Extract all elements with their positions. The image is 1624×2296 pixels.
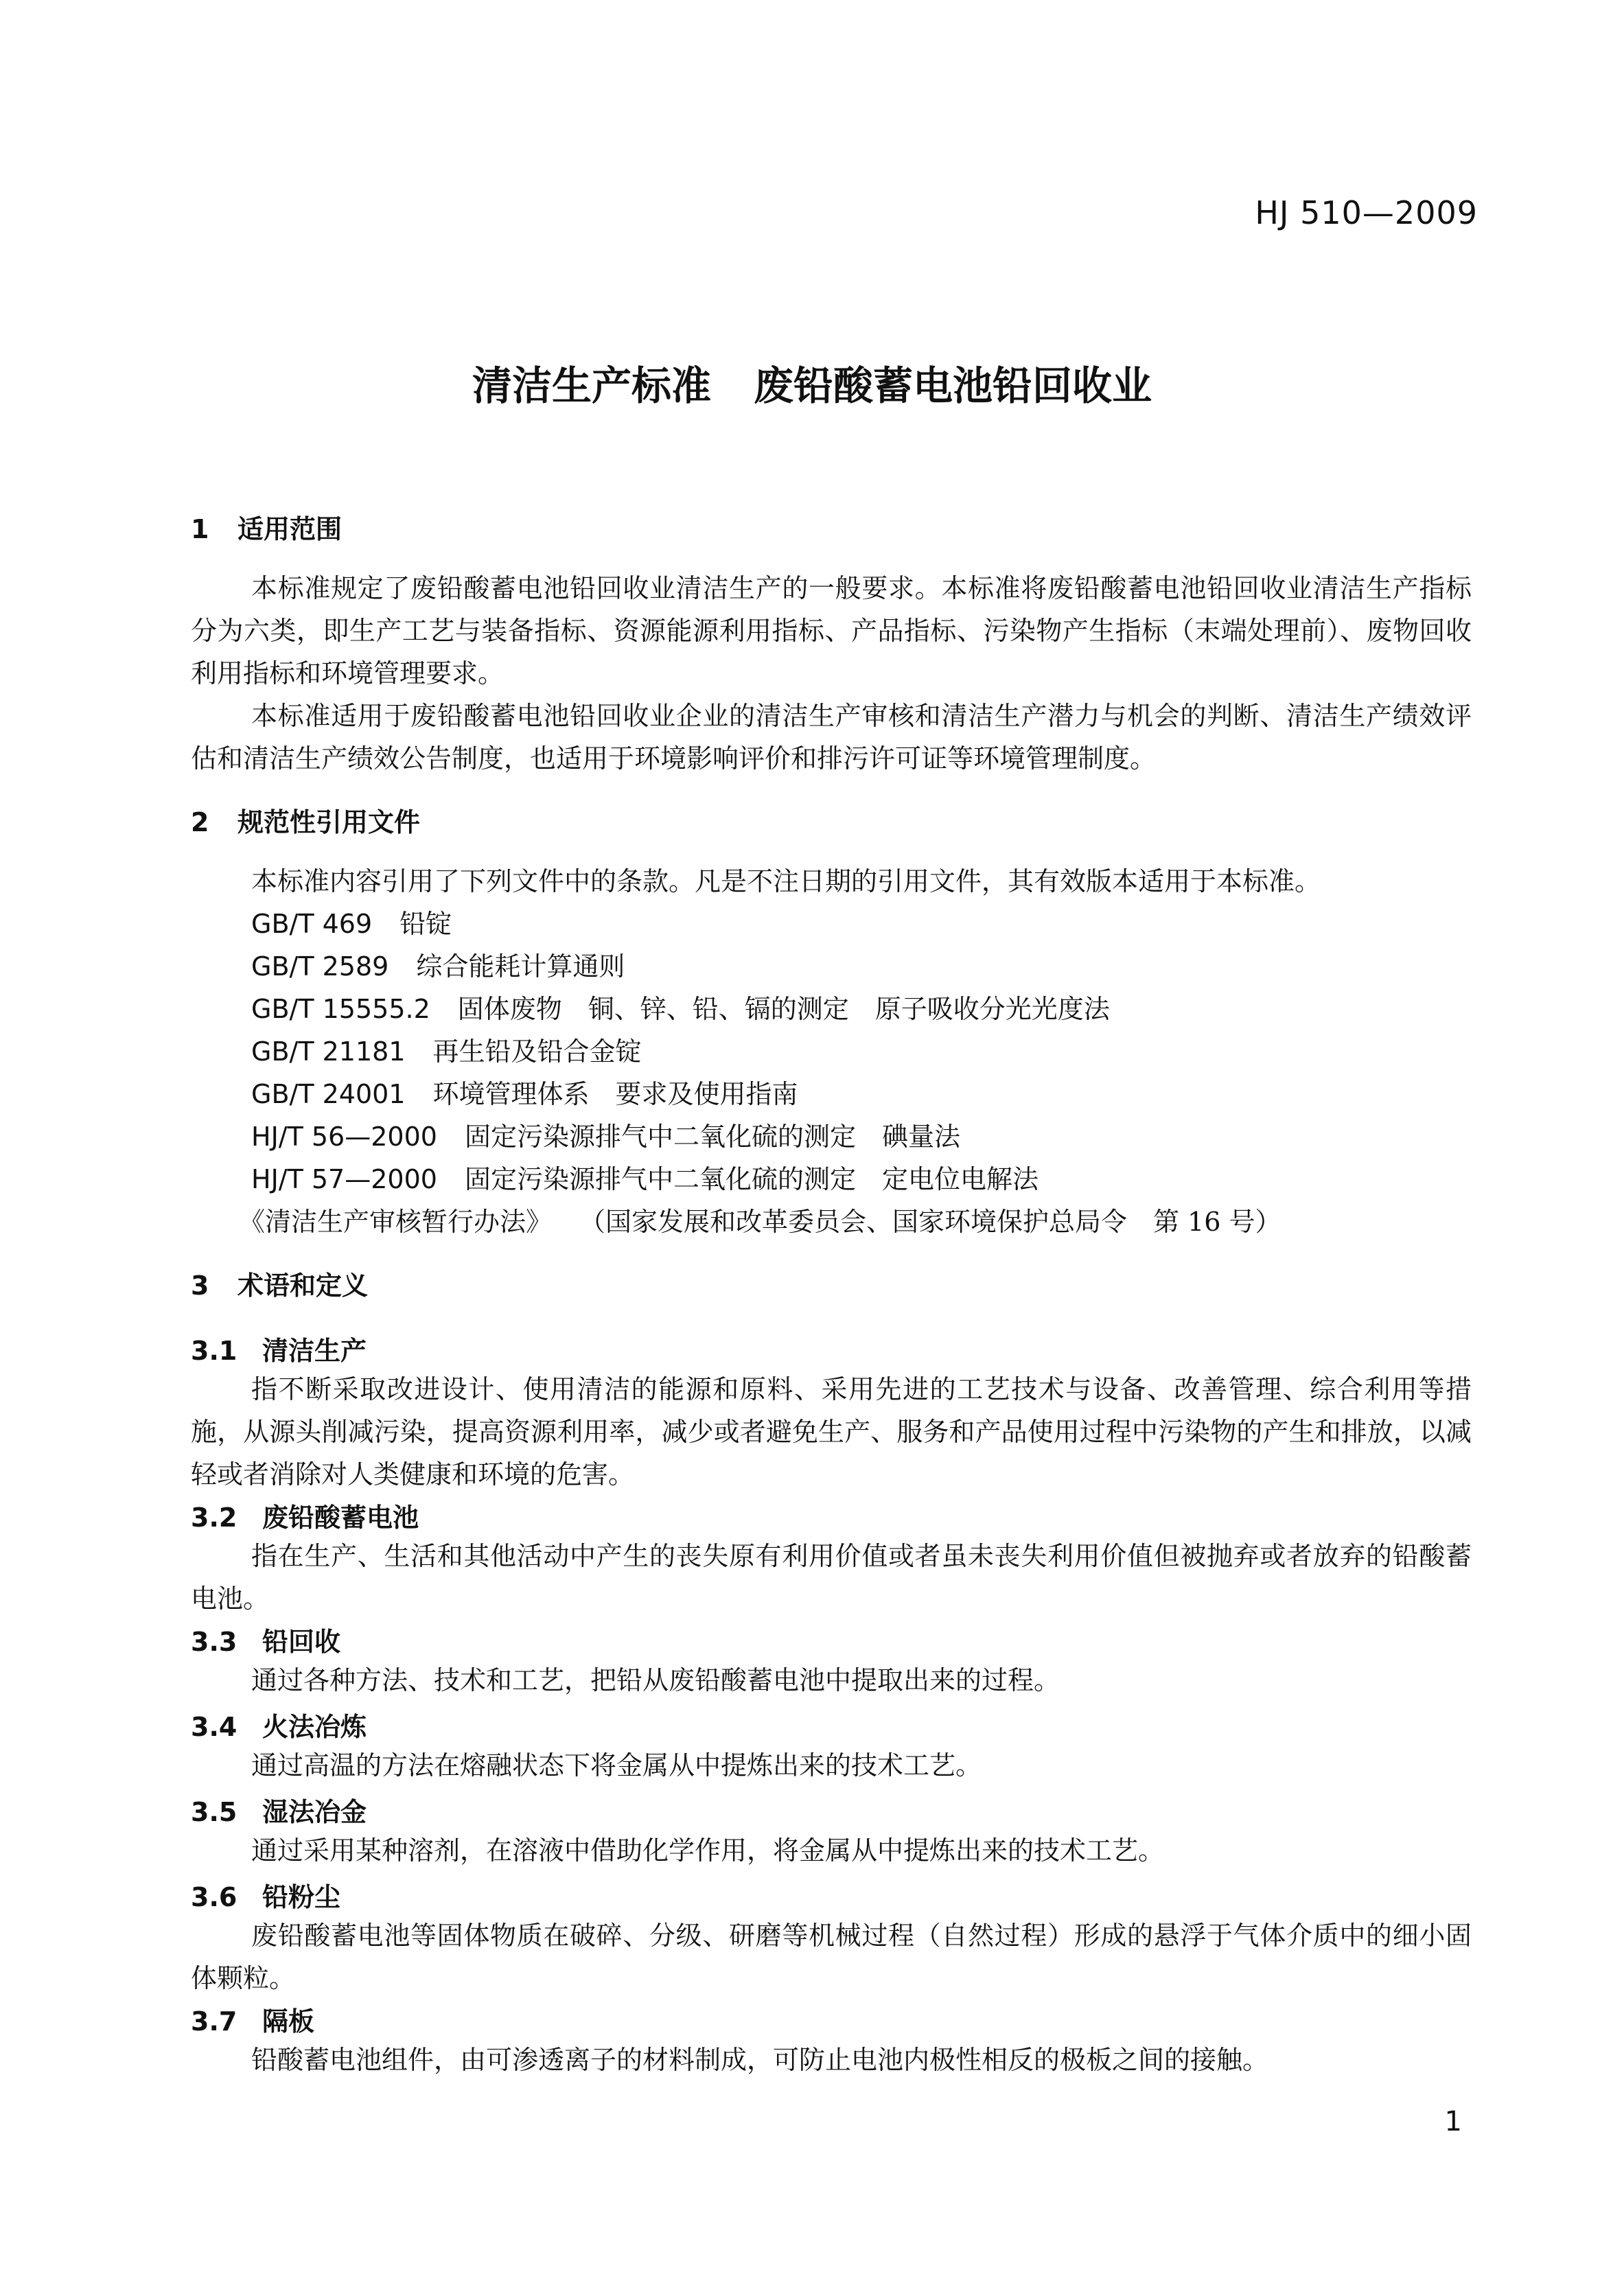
term-definition: 通过高温的方法在熔融状态下将金属从中提炼出来的技术工艺。	[251, 1750, 982, 1781]
reference-item	[251, 1073, 798, 1111]
reference-item	[251, 903, 452, 940]
section-1-heading	[191, 508, 342, 546]
reference-item	[251, 1115, 960, 1153]
page-number: 1	[1444, 2106, 1462, 2137]
reference-code: GB/T 24001	[251, 1079, 406, 1109]
reference-item	[251, 1158, 1039, 1196]
term-name: 废铅酸蓄电池	[262, 1503, 419, 1533]
term-number: 3.2	[191, 1503, 237, 1533]
reference-code: HJ/T 56—2000	[251, 1122, 437, 1152]
reference-item	[239, 1201, 1281, 1238]
reference-title: 固体废物 铜、锌、铅、镉的测定 原子吸收分光光度法	[457, 994, 1110, 1024]
term-number: 3.5	[191, 1797, 237, 1827]
term-definition: 通过各种方法、技术和工艺，把铅从废铅酸蓄电池中提取出来的过程。	[251, 1665, 1060, 1695]
reference-title: 固定污染源排气中二氧化硫的测定 碘量法	[464, 1122, 960, 1152]
section-1-paragraph-1: 本标准规定了废铅酸蓄电池铅回收业清洁生产的一般要求。本标准将废铅酸蓄电池铅回收业清洁生产指标分为六类，即生产工艺与装备指标、资源能源利用指标、产品指标、污染物产生指标（末端处理前）、废物回收利用指标和环境管理要求。	[191, 573, 1472, 688]
title-part-2: 废铅酸蓄电池铅回收业	[754, 362, 1152, 409]
term-number: 3.1	[191, 1336, 237, 1366]
reference-title: 固定污染源排气中二氧化硫的测定 定电位电解法	[464, 1164, 1039, 1194]
section-3-heading	[191, 1264, 368, 1302]
term-number: 3.6	[191, 1882, 237, 1912]
term-name: 清洁生产	[262, 1336, 367, 1366]
section-1-number: 1	[191, 514, 209, 544]
term-definition: 指不断采取改进设计、使用清洁的能源和原料、采用先进的工艺技术与设备、改善管理、综合利用等措施，从源头削减污染，提高资源利用率，减少或者避免生产、服务和产品使用过程中污染物的产生和排放，以减轻或者消除对人类健康和环境的危害。	[191, 1374, 1472, 1489]
term-definition: 废铅酸蓄电池等固体物质在破碎、分级、研磨等机械过程（自然过程）形成的悬浮于气体介质中的细小固体颗粒。	[191, 1921, 1472, 1993]
term-heading	[191, 1330, 367, 1367]
reference-code: GB/T 2589	[251, 951, 389, 982]
reference-title: 综合能耗计算通则	[416, 951, 625, 982]
term-name: 火法冶炼	[262, 1712, 367, 1742]
term-heading	[191, 2000, 314, 2038]
section-1-title: 适用范围	[237, 514, 343, 544]
term-heading	[191, 1876, 340, 1914]
section-2-heading	[191, 801, 420, 839]
section-2-number: 2	[191, 807, 209, 837]
reference-detail: （国家发展和改革委员会、国家环境保护总局令 第 16 号）	[579, 1207, 1281, 1237]
term-definition: 通过采用某种溶剂，在溶液中借助化学作用，将金属从中提炼出来的技术工艺。	[251, 1835, 1165, 1866]
reference-title: 铅锭	[399, 909, 452, 939]
reference-item	[251, 945, 625, 983]
reference-code: HJ/T 57—2000	[251, 1164, 437, 1194]
term-heading	[191, 1496, 419, 1534]
term-name: 湿法冶金	[262, 1797, 367, 1827]
reference-name: 《清洁生产审核暂行办法》	[239, 1207, 553, 1237]
term-heading	[191, 1791, 367, 1829]
title-part-1: 清洁生产标准	[472, 362, 711, 409]
reference-item	[251, 988, 1110, 1025]
section-3-number: 3	[191, 1271, 209, 1301]
term-name: 铅回收	[262, 1627, 341, 1657]
reference-code: GB/T 469	[251, 909, 373, 939]
term-name: 铅粉尘	[262, 1882, 341, 1912]
section-1-paragraph-2: 本标准适用于废铅酸蓄电池铅回收业企业的清洁生产审核和清洁生产潜力与机会的判断、清洁生产绩效评估和清洁生产绩效公告制度，也适用于环境影响评价和排污许可证等环境管理制度。	[191, 701, 1472, 774]
document-title	[0, 353, 1624, 411]
reference-title: 再生铅及铅合金锭	[432, 1036, 642, 1067]
reference-code: GB/T 21181	[251, 1036, 406, 1067]
term-definition: 指在生产、生活和其他活动中产生的丧失原有利用价值或者虽未丧失利用价值但被抛弃或者放弃的铅酸蓄电池。	[191, 1541, 1472, 1614]
document-code: HJ 510—2009	[1255, 194, 1478, 231]
reference-code: GB/T 15555.2	[251, 994, 430, 1024]
term-heading	[191, 1621, 340, 1658]
section-3-title: 术语和定义	[237, 1271, 369, 1301]
reference-title: 环境管理体系 要求及使用指南	[432, 1079, 798, 1109]
term-definition: 铅酸蓄电池组件，由可渗透离子的材料制成，可防止电池内极性相反的极板之间的接触。	[251, 2045, 1269, 2075]
term-number: 3.4	[191, 1712, 237, 1742]
term-heading	[191, 1706, 367, 1743]
term-number: 3.7	[191, 2006, 237, 2037]
reference-item	[251, 1030, 642, 1068]
term-number: 3.3	[191, 1627, 237, 1657]
term-name: 隔板	[262, 2006, 315, 2037]
section-2-intro: 本标准内容引用了下列文件中的条款。凡是不注日期的引用文件，其有效版本适用于本标准。	[251, 866, 1321, 896]
section-2-title: 规范性引用文件	[237, 807, 421, 837]
